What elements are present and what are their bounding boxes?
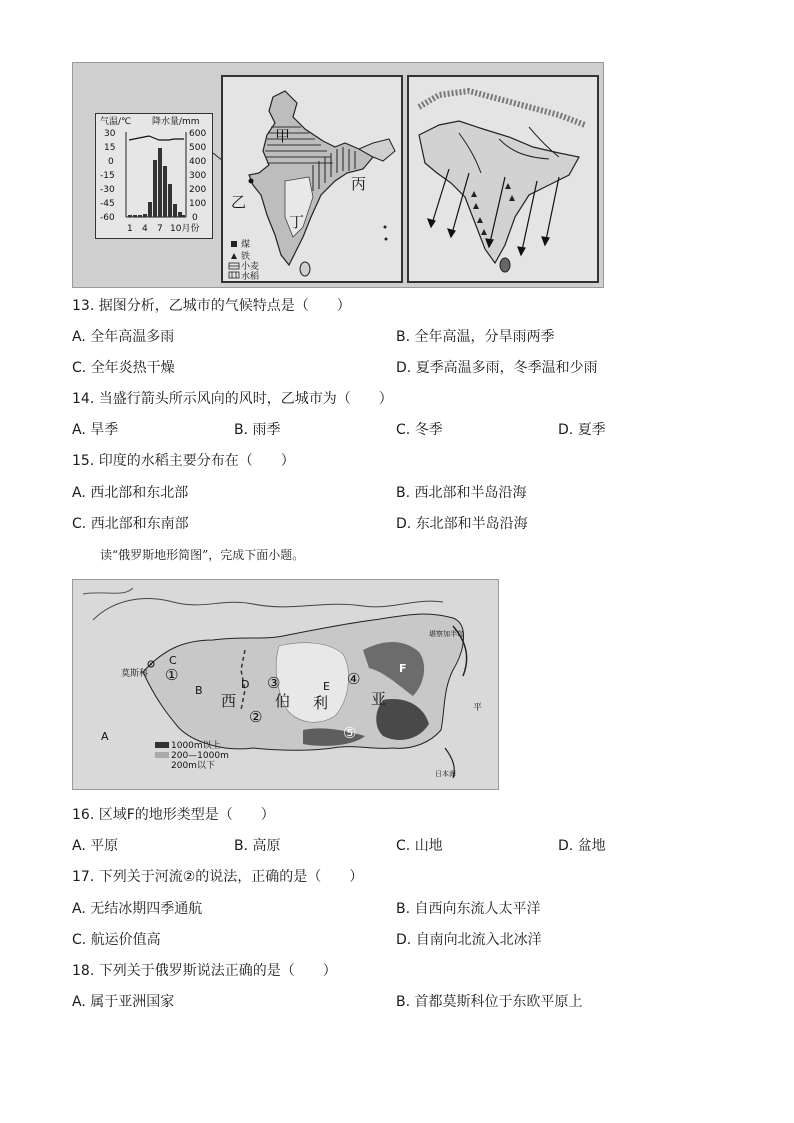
option-15b[interactable] <box>396 484 527 502</box>
option-text: 属于亚洲国家 <box>90 994 175 1010</box>
option-text: 西北部和东南部 <box>90 516 189 532</box>
wind-map <box>409 77 597 281</box>
precip-tick: 100 <box>189 199 207 209</box>
option-13b[interactable] <box>396 328 555 346</box>
temp-tick: 0 <box>108 157 114 167</box>
temp-tick: -30 <box>100 185 115 195</box>
wind-map-outline <box>419 121 579 263</box>
option-letter: B. <box>396 994 411 1010</box>
temp-tick: 15 <box>104 143 116 153</box>
option-letter: D. <box>396 516 412 532</box>
india-map <box>223 77 401 281</box>
label-jia: 甲 <box>275 127 291 145</box>
option-14c[interactable] <box>396 421 443 439</box>
precip-tick: 600 <box>189 129 207 139</box>
question-number: 18. <box>72 963 95 979</box>
option-14a[interactable] <box>72 421 118 439</box>
option-letter: D. <box>558 838 574 854</box>
option-14b[interactable] <box>234 421 281 439</box>
legend-high: 1000m以上 <box>171 741 221 751</box>
label-ping: 平 <box>473 703 483 713</box>
wind-map-panel <box>407 75 599 283</box>
section-intro: 读“俄罗斯地形简图”，完成下面小题。 <box>100 548 305 562</box>
legend-rice: 水稻 <box>241 272 260 281</box>
river-4: ④ <box>347 670 361 688</box>
option-text: 自南向北流入北冰洋 <box>415 932 542 948</box>
option-18a[interactable] <box>72 993 174 1011</box>
option-18b[interactable] <box>396 993 583 1011</box>
climate-chart-panel <box>95 113 213 239</box>
option-letter: B. <box>234 422 249 438</box>
precip-tick: 0 <box>192 213 198 223</box>
legend-iron: 铁 <box>241 252 251 262</box>
option-text: 全年炎热干燥 <box>90 360 175 376</box>
temp-ticks <box>100 129 116 223</box>
option-letter: C. <box>72 932 87 948</box>
label-ya: 亚 <box>371 690 387 708</box>
option-text: 自西向东流人太平洋 <box>414 901 541 917</box>
question-number: 17. <box>72 869 95 885</box>
month-tick: 1 <box>127 224 133 234</box>
option-17c[interactable] <box>72 931 161 949</box>
question-number: 15. <box>72 453 95 469</box>
climate-chart <box>96 114 212 238</box>
precip-tick: 200 <box>189 185 207 195</box>
river-5: ⑤ <box>343 724 357 742</box>
question-15 <box>72 452 295 470</box>
option-14d[interactable] <box>558 421 606 439</box>
question-16 <box>72 806 275 824</box>
option-text: 旱季 <box>90 422 119 438</box>
option-letter: B. <box>396 485 411 501</box>
option-16d[interactable] <box>558 837 606 855</box>
question-text: 下列关于俄罗斯说法正确的是（ ） <box>98 963 337 979</box>
option-letter: D. <box>396 360 412 376</box>
question-13 <box>72 297 351 315</box>
temp-tick: 30 <box>104 129 116 139</box>
question-text: 印度的水稻主要分布在（ ） <box>98 453 295 469</box>
option-letter: A. <box>72 901 86 917</box>
river-1: ① <box>165 666 179 684</box>
label-b: B <box>195 684 203 697</box>
option-letter: C. <box>396 838 411 854</box>
question-18 <box>72 962 337 980</box>
option-text: 夏季 <box>577 422 606 438</box>
figure-india <box>72 62 604 288</box>
option-letter: D. <box>396 932 412 948</box>
question-number: 14. <box>72 391 95 407</box>
option-13d[interactable] <box>396 359 598 377</box>
temp-tick: -15 <box>100 171 115 181</box>
option-16a[interactable] <box>72 837 118 855</box>
option-letter: C. <box>72 516 87 532</box>
precip-ticks <box>189 129 206 223</box>
question-17 <box>72 868 363 886</box>
temp-tick: -60 <box>100 213 115 223</box>
option-text: 夏季高温多雨，冬季温和少雨 <box>415 360 598 376</box>
month-tick: 4 <box>142 224 148 234</box>
option-letter: A. <box>72 422 86 438</box>
option-15a[interactable] <box>72 484 188 502</box>
month-tick: 10月份 <box>170 224 200 234</box>
question-text: 当盛行箭头所示风向的风时，乙城市为（ ） <box>98 391 393 407</box>
label-d: D <box>241 678 250 691</box>
question-number: 13. <box>72 298 95 314</box>
option-text: 首都莫斯科位于东欧平原上 <box>414 994 583 1010</box>
label-bing: 丙 <box>351 175 367 193</box>
river-3: ③ <box>267 674 281 692</box>
option-text: 平原 <box>90 838 119 854</box>
label-yi: 乙 <box>231 193 247 211</box>
option-17b[interactable] <box>396 900 541 918</box>
russia-legend <box>155 739 229 771</box>
temp-tick: -45 <box>100 199 115 209</box>
month-tick: 7 <box>157 224 163 234</box>
legend-wheat: 小麦 <box>241 262 260 272</box>
question-text: 下列关于河流②的说法，正确的是（ ） <box>98 869 364 885</box>
question-number: 16. <box>72 807 95 823</box>
label-e: E <box>323 680 330 693</box>
option-letter: B. <box>396 901 411 917</box>
option-16b[interactable] <box>234 837 281 855</box>
option-text: 航运价值高 <box>90 932 161 948</box>
precip-tick: 400 <box>189 157 207 167</box>
option-text: 高原 <box>252 838 281 854</box>
question-text: 据图分析，乙城市的气候特点是（ ） <box>98 298 351 314</box>
option-15c[interactable] <box>72 515 189 533</box>
option-text: 东北部和半岛沿海 <box>415 516 528 532</box>
option-letter: A. <box>72 329 86 345</box>
india-map-panel <box>221 75 403 283</box>
option-text: 山地 <box>414 838 443 854</box>
label-japan-sea: 日本海 <box>435 770 456 778</box>
legend-low: 200m以下 <box>171 761 215 771</box>
option-letter: B. <box>396 329 411 345</box>
river-2: ② <box>249 708 263 726</box>
legend-coal: 煤 <box>241 240 251 250</box>
option-text: 西北部和半岛沿海 <box>414 485 527 501</box>
label-a: A <box>101 730 109 743</box>
option-letter: D. <box>558 422 574 438</box>
precip-axis-title: 降水量/mm <box>152 117 200 127</box>
option-16c[interactable] <box>396 837 443 855</box>
label-li: 利 <box>313 694 329 712</box>
option-text: 盆地 <box>577 838 606 854</box>
precip-bars <box>128 148 185 217</box>
option-text: 全年高温，分旱雨两季 <box>414 329 555 345</box>
city-yi-dot <box>249 179 254 184</box>
option-17d[interactable] <box>396 931 542 949</box>
option-letter: B. <box>234 838 249 854</box>
option-letter: A. <box>72 485 86 501</box>
label-xi: 西 <box>221 692 237 710</box>
option-17a[interactable] <box>72 900 202 918</box>
legend-mid: 200—1000m <box>171 751 229 761</box>
label-moscow: 莫斯科 <box>121 669 149 679</box>
option-text: 西北部和东北部 <box>90 485 189 501</box>
option-text: 雨季 <box>252 422 281 438</box>
question-14 <box>72 390 393 408</box>
month-ticks <box>127 222 199 234</box>
option-13a[interactable] <box>72 328 174 346</box>
option-letter: C. <box>72 360 87 376</box>
option-text: 全年高温多雨 <box>90 329 175 345</box>
temp-curve <box>129 136 184 140</box>
option-text: 冬季 <box>414 422 443 438</box>
label-c: C <box>169 654 177 667</box>
temp-axis-title: 气温/℃ <box>100 117 132 127</box>
label-bo: 伯 <box>275 692 291 710</box>
label-f: F <box>399 662 407 675</box>
option-text: 无结冰期四季通航 <box>90 901 203 917</box>
option-13c[interactable] <box>72 359 175 377</box>
option-letter: A. <box>72 838 86 854</box>
russia-map <box>73 580 498 789</box>
label-ding: 丁 <box>289 213 305 231</box>
option-15d[interactable] <box>396 515 528 533</box>
india-legend <box>229 238 259 281</box>
label-kamchatka: 堪察加半岛 <box>429 630 464 638</box>
question-text: 区域F的地形类型是（ ） <box>98 807 275 823</box>
precip-tick: 500 <box>189 143 207 153</box>
precip-tick: 300 <box>189 171 207 181</box>
figure-russia <box>72 579 499 790</box>
option-letter: A. <box>72 994 86 1010</box>
option-letter: C. <box>396 422 411 438</box>
